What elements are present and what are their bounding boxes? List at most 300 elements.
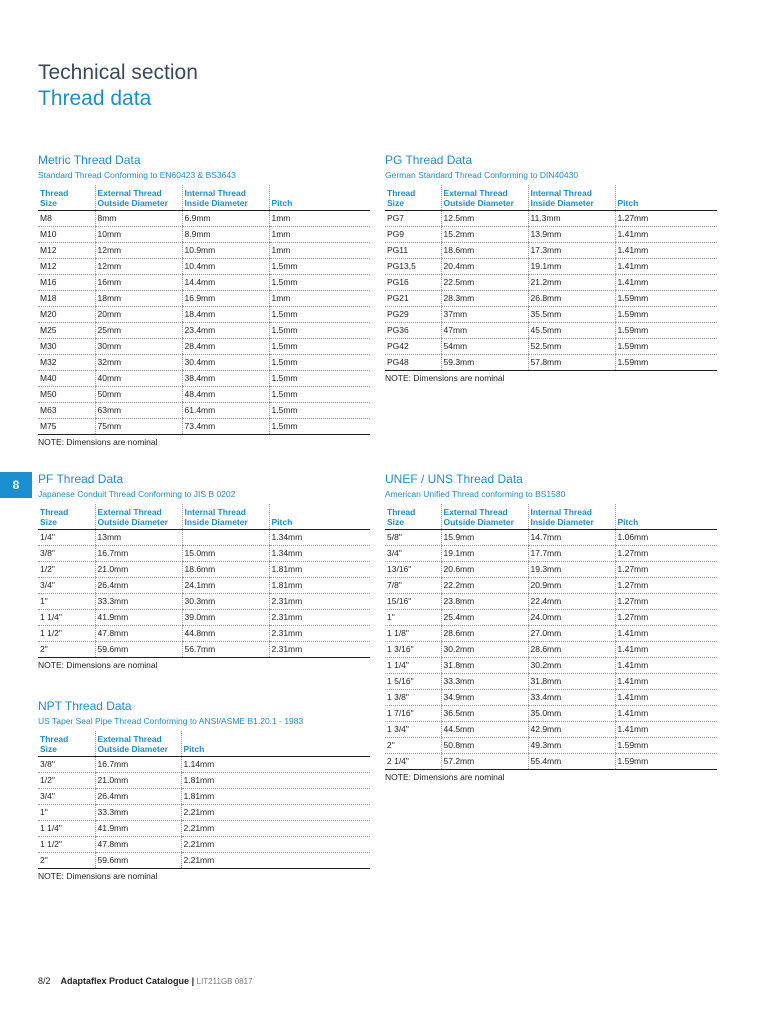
column-header-line: Internal Thread (530, 507, 592, 517)
table-cell: 1.5mm (269, 275, 370, 291)
table-header-row (38, 185, 370, 211)
table-cell: 23.4mm (182, 323, 269, 339)
table-header-row (38, 731, 370, 757)
table-row (385, 323, 717, 339)
table-cell: 1.41mm (615, 674, 717, 690)
table-row (38, 275, 370, 291)
section-subtitle: American Unified Thread conforming to BS1580 (385, 489, 566, 499)
table-note: NOTE: Dimensions are nominal (38, 871, 158, 881)
table-cell: 1.59mm (615, 291, 717, 307)
table-cell: 25.4mm (441, 610, 528, 626)
table-cell: 3/4" (38, 578, 95, 594)
table-cell: 31.8mm (441, 658, 528, 674)
table-row (38, 626, 370, 642)
table-cell: 59.6mm (95, 642, 182, 658)
section-title: PG Thread Data (385, 153, 473, 167)
table-cell: 28.6mm (441, 626, 528, 642)
table-cell: 1.59mm (615, 307, 717, 323)
footer-separator: | (191, 976, 195, 986)
table-row (38, 339, 370, 355)
table-cell: 44.5mm (441, 722, 528, 738)
column-header-line: Inside Diameter (530, 198, 594, 208)
chapter-tab: 8 (0, 472, 32, 498)
table-cell: 21.2mm (528, 275, 615, 291)
table-cell: 1mm (269, 211, 370, 227)
table-row (38, 419, 370, 435)
table-row (38, 323, 370, 339)
column-header-line: External Thread (443, 507, 508, 517)
table-row (385, 738, 717, 754)
table-cell: 1.59mm (615, 355, 717, 371)
table-cell: 1.5mm (269, 307, 370, 323)
column-header (182, 185, 269, 211)
table-cell: 7/8" (385, 578, 441, 594)
table-cell: 31.8mm (528, 674, 615, 690)
table-cell: 24.0mm (528, 610, 615, 626)
table-cell: 21.0mm (95, 773, 181, 789)
table-cell: 30.2mm (528, 658, 615, 674)
table-cell: M8 (38, 211, 95, 227)
table-cell: PG36 (385, 323, 441, 339)
table-cell: 15.0mm (182, 546, 269, 562)
table-note: NOTE: Dimensions are nominal (385, 772, 505, 782)
table-cell: 54mm (441, 339, 528, 355)
thread-table (385, 504, 717, 770)
page-title-line1: Technical section (38, 61, 198, 84)
table-cell: PG21 (385, 291, 441, 307)
table-row (38, 530, 370, 546)
table-cell: 1.34mm (269, 546, 370, 562)
table-cell: 11.3mm (528, 211, 615, 227)
table-cell: 38.4mm (182, 371, 269, 387)
table-cell: 20mm (95, 307, 182, 323)
table-cell: 1.41mm (615, 626, 717, 642)
table-cell: 8.9mm (182, 227, 269, 243)
column-header-line: Inside Diameter (530, 517, 594, 527)
table-cell: M18 (38, 291, 95, 307)
table-cell: 28.3mm (441, 291, 528, 307)
table-cell: 12mm (95, 243, 182, 259)
table-row (385, 674, 717, 690)
table-cell: 26.4mm (95, 789, 181, 805)
table-cell: 19.3mm (528, 562, 615, 578)
table-row (385, 578, 717, 594)
table-row (385, 706, 717, 722)
table-cell: 1.41mm (615, 275, 717, 291)
table-cell: 2" (385, 738, 441, 754)
table-cell: 63mm (95, 403, 182, 419)
table-cell: 1" (38, 805, 95, 821)
table-cell: PG48 (385, 355, 441, 371)
table-cell: 1" (38, 594, 95, 610)
section-subtitle: Standard Thread Conforming to EN60423 & BS3643 (38, 170, 236, 180)
table-cell: 22.2mm (441, 578, 528, 594)
table-cell: 1.5mm (269, 355, 370, 371)
table-cell: 42.9mm (528, 722, 615, 738)
table-cell: 57.2mm (441, 754, 528, 770)
table-cell: 1.41mm (615, 243, 717, 259)
column-header-line: Size (387, 198, 405, 208)
column-header (95, 504, 182, 530)
table-cell: 1 1/8" (385, 626, 441, 642)
table-row (38, 291, 370, 307)
table-cell: 1 1/2" (38, 626, 95, 642)
table-cell: 2.31mm (269, 594, 370, 610)
table-cell: 2.31mm (269, 610, 370, 626)
column-header-line: Outside Diameter (97, 744, 168, 754)
table-cell: 16.9mm (182, 291, 269, 307)
table-cell: 13mm (95, 530, 182, 546)
table-cell: 56.7mm (182, 642, 269, 658)
column-header-line: Inside Diameter (184, 198, 248, 208)
column-header-line: Thread (40, 507, 69, 517)
column-header-line: Internal Thread (184, 188, 246, 198)
table-cell: 1.27mm (615, 610, 717, 626)
column-header-line: Outside Diameter (97, 517, 168, 527)
thread-table (38, 185, 370, 435)
table-cell: 19.1mm (528, 259, 615, 275)
table-cell: 50mm (95, 387, 182, 403)
metric-section (38, 153, 370, 448)
table-cell: M25 (38, 323, 95, 339)
column-header-line: Size (387, 517, 405, 527)
table-cell: 2 1/4" (385, 754, 441, 770)
section-title: NPT Thread Data (38, 699, 132, 713)
table-cell: 1.5mm (269, 419, 370, 435)
table-cell: 49.3mm (528, 738, 615, 754)
table-cell: 1.41mm (615, 658, 717, 674)
thread-table (38, 504, 370, 658)
table-cell: M63 (38, 403, 95, 419)
column-header-line: Internal Thread (184, 507, 246, 517)
table-row (38, 211, 370, 227)
table-cell: 33.4mm (528, 690, 615, 706)
table-cell: 1.5mm (269, 403, 370, 419)
table-cell: 1.27mm (615, 562, 717, 578)
column-header (615, 185, 717, 211)
table-cell: 1.41mm (615, 642, 717, 658)
table-row (385, 530, 717, 546)
literature-code: LIT211GB 0817 (196, 977, 253, 986)
table-cell: M10 (38, 227, 95, 243)
table-row (385, 610, 717, 626)
table-cell: PG7 (385, 211, 441, 227)
table-row (385, 626, 717, 642)
table-cell: 1 7/16" (385, 706, 441, 722)
table-cell: 52.5mm (528, 339, 615, 355)
table-cell: 1.81mm (269, 578, 370, 594)
table-row (385, 690, 717, 706)
column-header (385, 185, 441, 211)
table-cell: 1 3/8" (385, 690, 441, 706)
table-cell: M40 (38, 371, 95, 387)
column-header-line: Pitch (617, 198, 639, 208)
table-row (38, 355, 370, 371)
table-cell: 25mm (95, 323, 182, 339)
table-row (38, 307, 370, 323)
column-header-line: Size (40, 517, 58, 527)
table-row (385, 642, 717, 658)
table-cell: 12.5mm (441, 211, 528, 227)
table-cell: 18.6mm (441, 243, 528, 259)
column-header-line: Size (40, 744, 58, 754)
section-subtitle: Japanese Conduit Thread Conforming to JIS B 0202 (38, 489, 236, 499)
column-header-line: Thread (387, 188, 416, 198)
table-cell: 1.27mm (615, 578, 717, 594)
table-cell: 16.7mm (95, 757, 181, 773)
table-cell: 27.0mm (528, 626, 615, 642)
column-header-line: Outside Diameter (443, 198, 514, 208)
table-cell: PG16 (385, 275, 441, 291)
column-header (269, 504, 370, 530)
table-cell: 32mm (95, 355, 182, 371)
table-cell: 2.31mm (269, 626, 370, 642)
table-cell: 8mm (95, 211, 182, 227)
table-cell: 33.3mm (95, 805, 181, 821)
table-cell: 3/8" (38, 757, 95, 773)
column-header-line: Inside Diameter (184, 517, 248, 527)
table-cell: M16 (38, 275, 95, 291)
table-row (385, 211, 717, 227)
column-header-line: External Thread (97, 507, 162, 517)
table-cell: 34.9mm (441, 690, 528, 706)
table-cell: 37mm (441, 307, 528, 323)
column-header (528, 185, 615, 211)
table-cell: 18.4mm (182, 307, 269, 323)
column-header (38, 185, 95, 211)
table-cell: 2.21mm (181, 821, 370, 837)
table-cell: 1.81mm (181, 773, 370, 789)
table-cell: 21.0mm (95, 562, 182, 578)
table-cell: 1.14mm (181, 757, 370, 773)
table-cell: PG29 (385, 307, 441, 323)
table-cell: 1/2" (38, 562, 95, 578)
table-row (38, 773, 370, 789)
table-row (38, 610, 370, 626)
section-subtitle: German Standard Thread Conforming to DIN40430 (385, 170, 579, 180)
table-cell: 15/16" (385, 594, 441, 610)
table-cell: 6.9mm (182, 211, 269, 227)
table-cell: 35.5mm (528, 307, 615, 323)
table-cell: 1 1/2" (38, 837, 95, 853)
table-cell: 3/8" (38, 546, 95, 562)
table-cell: M32 (38, 355, 95, 371)
table-cell: 10.4mm (182, 259, 269, 275)
column-header (441, 504, 528, 530)
table-row (385, 227, 717, 243)
table-cell: 1.41mm (615, 227, 717, 243)
table-cell: 24.1mm (182, 578, 269, 594)
column-header-line: External Thread (443, 188, 508, 198)
table-cell: 15.2mm (441, 227, 528, 243)
table-row (385, 722, 717, 738)
table-cell: 36.5mm (441, 706, 528, 722)
column-header (38, 504, 95, 530)
column-header-line: Size (40, 198, 58, 208)
column-header-line: Thread (387, 507, 416, 517)
column-header (181, 731, 370, 757)
table-cell: 1 1/4" (38, 610, 95, 626)
table-cell: 59.3mm (441, 355, 528, 371)
table-header-row (38, 504, 370, 530)
table-cell: 19.1mm (441, 546, 528, 562)
table-cell: 16.7mm (95, 546, 182, 562)
table-cell: 2.21mm (181, 837, 370, 853)
column-header (95, 731, 181, 757)
table-cell: 1.81mm (181, 789, 370, 805)
pg-section (385, 153, 717, 384)
column-header (269, 185, 370, 211)
table-cell: 20.4mm (441, 259, 528, 275)
table-cell: 1mm (269, 291, 370, 307)
table-row (38, 821, 370, 837)
table-cell: M12 (38, 259, 95, 275)
table-note: NOTE: Dimensions are nominal (38, 437, 158, 447)
table-cell: 47mm (441, 323, 528, 339)
table-cell: 14.7mm (528, 530, 615, 546)
table-cell: 1.41mm (615, 706, 717, 722)
table-cell: 59.6mm (95, 853, 181, 869)
table-cell: 20.9mm (528, 578, 615, 594)
table-header-row (385, 504, 717, 530)
table-row (38, 227, 370, 243)
table-row (385, 259, 717, 275)
table-cell: 40mm (95, 371, 182, 387)
table-cell: 30mm (95, 339, 182, 355)
section-title: Metric Thread Data (38, 153, 141, 167)
section-subtitle: US Taper Seal Pipe Thread Conforming to ANSI/ASME B1.20.1 - 1983 (38, 716, 304, 726)
table-row (385, 546, 717, 562)
table-cell: 1.5mm (269, 259, 370, 275)
table-row (38, 757, 370, 773)
table-cell: 30.3mm (182, 594, 269, 610)
table-cell: 2.21mm (181, 853, 370, 869)
table-cell: 18.6mm (182, 562, 269, 578)
table-row (38, 789, 370, 805)
column-header-line: Internal Thread (530, 188, 592, 198)
table-cell: 30.2mm (441, 642, 528, 658)
table-cell: 1.59mm (615, 339, 717, 355)
npt-section (38, 699, 370, 882)
table-cell: 1.59mm (615, 323, 717, 339)
column-header-line: External Thread (97, 188, 162, 198)
table-row (38, 805, 370, 821)
table-cell: 3/4" (38, 789, 95, 805)
table-cell: PG9 (385, 227, 441, 243)
table-cell: 47.8mm (95, 837, 181, 853)
table-cell: 1.5mm (269, 323, 370, 339)
table-cell: 1 3/4" (385, 722, 441, 738)
table-cell: 1.5mm (269, 339, 370, 355)
table-cell: 33.3mm (95, 594, 182, 610)
table-header-row (385, 185, 717, 211)
table-cell: 30.4mm (182, 355, 269, 371)
table-cell: 1.81mm (269, 562, 370, 578)
table-cell: 15.9mm (441, 530, 528, 546)
column-header-line: Pitch (617, 517, 639, 527)
table-row (38, 853, 370, 869)
column-header-line: Pitch (271, 517, 293, 527)
table-cell: PG42 (385, 339, 441, 355)
pf-section (38, 472, 370, 671)
column-header (182, 504, 269, 530)
table-row (385, 243, 717, 259)
page-title (38, 60, 198, 112)
table-cell: M75 (38, 419, 95, 435)
table-cell: 73.4mm (182, 419, 269, 435)
section-title: PF Thread Data (38, 472, 124, 486)
table-cell: 1.27mm (615, 546, 717, 562)
column-header (38, 731, 95, 757)
table-cell: 1mm (269, 227, 370, 243)
column-header (385, 504, 441, 530)
table-cell: 1.41mm (615, 722, 717, 738)
table-cell: 44.8mm (182, 626, 269, 642)
table-row (385, 291, 717, 307)
table-cell: 22.4mm (528, 594, 615, 610)
table-row (38, 562, 370, 578)
table-cell: 1" (385, 610, 441, 626)
column-header (95, 185, 182, 211)
column-header-line: Thread (40, 188, 69, 198)
table-cell (182, 530, 269, 546)
table-cell: 14.4mm (182, 275, 269, 291)
table-cell: 18mm (95, 291, 182, 307)
table-cell: M12 (38, 243, 95, 259)
thread-table (38, 731, 370, 869)
table-row (38, 243, 370, 259)
table-cell: PG13,5 (385, 259, 441, 275)
table-row (385, 307, 717, 323)
table-cell: 2.31mm (269, 642, 370, 658)
table-cell: 1/2" (38, 773, 95, 789)
table-row (385, 562, 717, 578)
table-cell: M50 (38, 387, 95, 403)
table-cell: 20.6mm (441, 562, 528, 578)
table-cell: 75mm (95, 419, 182, 435)
table-cell: 41.9mm (95, 610, 182, 626)
table-cell: 1.27mm (615, 211, 717, 227)
table-cell: 57.8mm (528, 355, 615, 371)
unef-section (385, 472, 717, 783)
column-header (441, 185, 528, 211)
table-row (38, 403, 370, 419)
table-cell: 1.59mm (615, 754, 717, 770)
table-cell: M20 (38, 307, 95, 323)
table-note: NOTE: Dimensions are nominal (385, 373, 505, 383)
table-cell: M30 (38, 339, 95, 355)
table-cell: 1.06mm (615, 530, 717, 546)
column-header (615, 504, 717, 530)
table-row (385, 355, 717, 371)
table-cell: 33.3mm (441, 674, 528, 690)
column-header-line: Pitch (271, 198, 293, 208)
thread-table (385, 185, 717, 371)
table-cell: 39.0mm (182, 610, 269, 626)
table-row (38, 546, 370, 562)
table-row (38, 259, 370, 275)
table-cell: 28.6mm (528, 642, 615, 658)
table-cell: 13.9mm (528, 227, 615, 243)
table-cell: 1 1/4" (38, 821, 95, 837)
table-cell: 48.4mm (182, 387, 269, 403)
section-title: UNEF / UNS Thread Data (385, 472, 523, 486)
table-cell: 1/4" (38, 530, 95, 546)
table-cell: 1.34mm (269, 530, 370, 546)
table-row (38, 387, 370, 403)
table-cell: 26.8mm (528, 291, 615, 307)
page-footer (38, 975, 253, 988)
